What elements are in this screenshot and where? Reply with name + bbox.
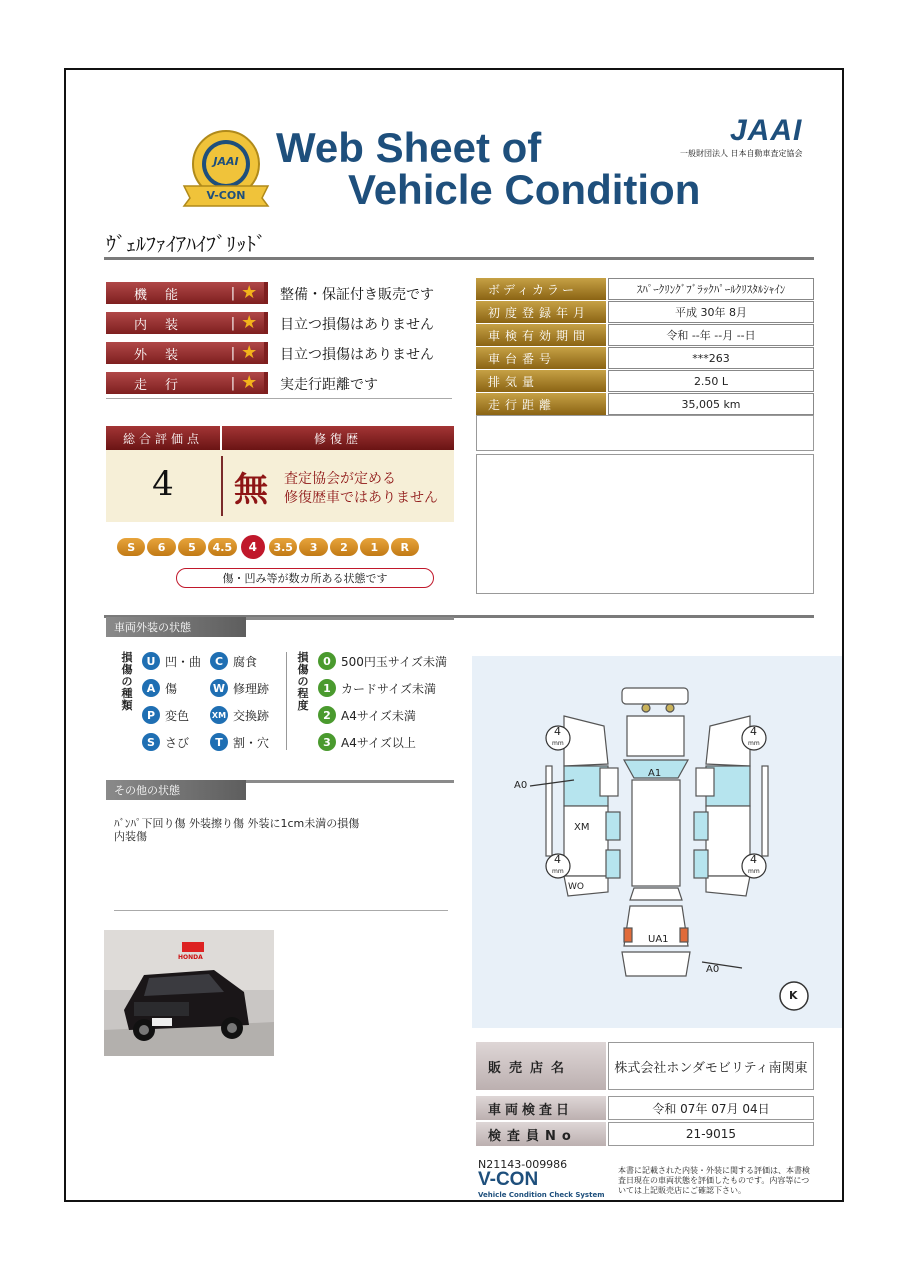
damage-type-item <box>142 733 189 751</box>
damage-type-code: U <box>142 652 160 670</box>
spec-label: ボディカラー <box>476 278 606 300</box>
other-line-1: ﾊﾞﾝﾊﾟ下回り傷 外装擦り傷 外装に1cm未満の損傷 <box>114 817 360 830</box>
rating-text: 目立つ損傷はありません <box>280 347 434 363</box>
spec-label: 走行距離 <box>476 393 606 415</box>
damage-type-code: P <box>142 706 160 724</box>
rating-separator: | <box>230 315 236 331</box>
damage-type-item <box>142 652 201 670</box>
star-icon: ★ <box>241 342 258 363</box>
damage-degree-label: A4サイズ未満 <box>341 708 416 723</box>
grade-step: 6 <box>147 538 175 556</box>
spec-blank-box-1 <box>476 415 814 451</box>
spec-value: 平成 30年 8月 <box>608 301 814 323</box>
photo-dealer-sign: HONDA <box>178 954 203 961</box>
footer-brand-sub: Vehicle Condition Check System <box>478 1191 605 1199</box>
overall-label: 総合評価点 <box>106 426 220 450</box>
damage-degree-label: A4サイズ以上 <box>341 735 416 750</box>
grade-step: 4.5 <box>208 538 236 556</box>
damage-type-label: 割・穴 <box>233 735 270 750</box>
grade-step: R <box>391 538 419 556</box>
legend-divider <box>286 652 287 750</box>
star-icon: ★ <box>241 282 258 303</box>
damage-type-code: XM <box>210 706 228 724</box>
title-line-1: Web Sheet of <box>276 124 542 171</box>
repair-desc-2: 修復歴車ではありません <box>284 490 438 506</box>
damage-degree-code: 2 <box>318 706 336 724</box>
spec-value: ｽﾊﾟｰｸﾘﾝｸﾞﾌﾞﾗｯｸﾊﾟｰﾙｸﾘｽﾀﾙｼｬｲﾝ <box>608 278 814 300</box>
damage-degree-code: 3 <box>318 733 336 751</box>
label-wo: WO <box>568 882 584 892</box>
spec-label: 車台番号 <box>476 347 606 369</box>
spec-value: 2.50 L <box>608 370 814 392</box>
rating-separator: | <box>230 285 236 301</box>
damage-type-label: 傷 <box>165 681 178 696</box>
label-a0-left: A0 <box>514 780 528 791</box>
repair-label: 修復歴 <box>222 426 454 450</box>
damage-type-item <box>210 706 269 724</box>
overall-value: 4 <box>152 464 174 504</box>
tire-fl-unit: mm <box>552 740 564 747</box>
divider-top <box>104 257 814 260</box>
shop-value: 21-9015 <box>608 1122 814 1146</box>
spec-label: 車検有効期間 <box>476 324 606 346</box>
label-k: K <box>789 989 798 1002</box>
rating-star-cell <box>224 342 264 364</box>
rating-label: 機能 <box>106 282 224 304</box>
damage-degree-code: 1 <box>318 679 336 697</box>
damage-degree-item <box>318 706 416 724</box>
grade-step: 4 <box>241 535 265 559</box>
damage-type-code: A <box>142 679 160 697</box>
damage-type-item <box>210 679 269 697</box>
label-xm: XM <box>574 822 590 833</box>
footer-note: 本書に記載された内装・外装に関する評価は、本書検査日現在の車両状態を評価したものです。内容等については上記販売店にご確認下さい。 <box>618 1166 810 1195</box>
tire-fr-unit: mm <box>748 740 760 747</box>
shop-label: 検査員No <box>476 1122 606 1146</box>
rating-label: 外装 <box>106 342 224 364</box>
tire-rl-unit: mm <box>552 868 564 875</box>
rating-star-cell <box>224 312 264 334</box>
label-ua1: UA1 <box>648 934 669 945</box>
spec-label: 初度登録年月 <box>476 301 606 323</box>
badge-top-text: JAAI <box>213 155 239 168</box>
grade-caption-box <box>176 568 434 588</box>
score-divider <box>221 456 223 516</box>
rating-separator: | <box>230 345 236 361</box>
shop-value: 令和 07年 07月 04日 <box>608 1096 814 1120</box>
rating-text: 実走行距離です <box>280 377 378 393</box>
label-a0-bottom: A0 <box>706 964 720 975</box>
damage-degree-label: カードサイズ未満 <box>341 681 437 696</box>
other-line-2: 内装傷 <box>114 830 147 843</box>
star-icon: ★ <box>241 372 258 393</box>
grade-step: 3 <box>299 538 327 556</box>
damage-type-title: 損傷の種類 <box>121 651 133 712</box>
vcon-badge <box>176 126 276 210</box>
damage-degree-item <box>318 679 436 697</box>
title-line-2: Vehicle Condition <box>348 166 701 213</box>
tire-fl-value: 4 <box>554 725 561 738</box>
damage-type-label: 凹・曲 <box>165 654 202 669</box>
damage-degree-title: 損傷の程度 <box>297 651 309 712</box>
spec-value: 35,005 km <box>608 393 814 415</box>
damage-type-code: T <box>210 733 228 751</box>
other-heading-line <box>246 780 454 783</box>
spec-blank-box-2 <box>476 454 814 594</box>
damage-type-item <box>210 733 269 751</box>
damage-type-item <box>210 652 257 670</box>
condition-sheet <box>64 68 844 1202</box>
grade-step: 3.5 <box>269 538 297 556</box>
vehicle-photo <box>104 930 274 1056</box>
score-block <box>106 426 454 522</box>
rating-text: 整備・保証付き販売です <box>280 287 434 303</box>
other-bottom-line <box>114 910 448 911</box>
shop-label: 車両検査日 <box>476 1096 606 1120</box>
ratings-divider <box>106 398 452 399</box>
damage-type-label: 修理跡 <box>233 681 270 696</box>
exterior-heading-line <box>246 617 454 620</box>
damage-degree-label: 500円玉サイズ未満 <box>341 654 447 669</box>
rating-separator: | <box>230 375 236 391</box>
tire-rr-unit: mm <box>748 868 760 875</box>
damage-type-item <box>142 706 189 724</box>
damage-type-label: 腐食 <box>233 654 258 669</box>
damage-degree-item <box>318 733 416 751</box>
rating-bar-tail <box>264 372 268 394</box>
label-a1: A1 <box>648 768 662 779</box>
other-heading: その他の状態 <box>106 780 246 800</box>
rating-star-cell <box>224 282 264 304</box>
damage-type-code: S <box>142 733 160 751</box>
rating-star-cell <box>224 372 264 394</box>
rating-bar-tail <box>264 342 268 364</box>
tire-rl-value: 4 <box>554 853 561 866</box>
repair-value: 無 <box>234 470 268 510</box>
shop-value: 株式会社ホンダモビリティ南関東 <box>608 1042 814 1090</box>
grade-step: S <box>117 538 145 556</box>
spec-label: 排気量 <box>476 370 606 392</box>
damage-type-label: 変色 <box>165 708 190 723</box>
rating-label: 内装 <box>106 312 224 334</box>
damage-diagram <box>472 656 842 1028</box>
footer-brand: V-CON <box>478 1169 539 1190</box>
damage-degree-item <box>318 652 447 670</box>
damage-type-item <box>142 679 177 697</box>
rating-bar-tail <box>264 282 268 304</box>
shop-label: 販売店名 <box>476 1042 606 1090</box>
grade-step: 1 <box>360 538 388 556</box>
spec-value: 令和 --年 --月 --日 <box>608 324 814 346</box>
damage-type-label: さび <box>165 735 190 750</box>
exterior-heading: 車両外装の状態 <box>106 617 246 637</box>
spec-value: ***263 <box>608 347 814 369</box>
vehicle-name: ｳﾞｪﾙﾌｧｲｱﾊｲﾌﾞﾘｯﾄﾞ <box>106 232 266 256</box>
grade-caption: 傷・凹み等が数カ所ある状態です <box>222 572 388 585</box>
badge-bottom-text: V-CON <box>206 189 246 202</box>
rating-text: 目立つ損傷はありません <box>280 317 434 333</box>
rating-bar-tail <box>264 312 268 334</box>
jaai-logo: JAAI <box>730 114 803 147</box>
grade-step: 2 <box>330 538 358 556</box>
star-icon: ★ <box>241 312 258 333</box>
tire-rr-value: 4 <box>750 853 757 866</box>
doc-number: N21143-009986 <box>478 1158 568 1171</box>
grade-scale <box>116 538 420 562</box>
rating-label: 走行 <box>106 372 224 394</box>
damage-type-code: C <box>210 652 228 670</box>
damage-type-label: 交換跡 <box>233 708 270 723</box>
damage-type-code: W <box>210 679 228 697</box>
damage-degree-code: 0 <box>318 652 336 670</box>
grade-step: 5 <box>178 538 206 556</box>
tire-fr-value: 4 <box>750 725 757 738</box>
repair-desc-1: 査定協会が定める <box>284 471 396 487</box>
org-name: 一般財団法人 日本自動車査定協会 <box>680 149 803 158</box>
